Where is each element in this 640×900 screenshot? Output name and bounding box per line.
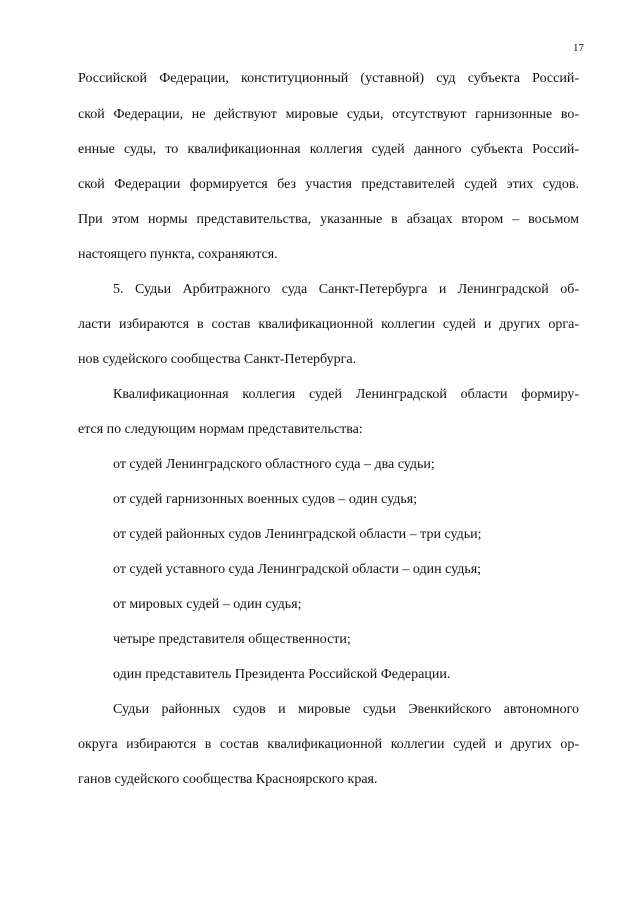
paragraph-4-line-2: округа избираются в состав квалификационной коллегии судей и других ор- — [78, 737, 579, 752]
paragraph-2-line-1: 5. Судьи Арбитражного суда Санкт-Петербурга и Ленинградской об- — [113, 282, 579, 297]
list-item-1: от судей Ленинградского областного суда – два судьи; — [113, 457, 435, 472]
paragraph-1-line-2: ской Федерации, не действуют мировые судьи, отсутствуют гарнизонные во- — [78, 107, 579, 122]
list-item-5: от мировых судей – один судья; — [113, 597, 302, 612]
paragraph-1-line-1: Российской Федерации, конституционный (уставной) суд субъекта Россий- — [78, 71, 579, 86]
list-item-2: от судей гарнизонных военных судов – один судья; — [113, 492, 418, 507]
paragraph-3-line-2: ется по следующим нормам представительства: — [78, 422, 363, 437]
page-number: 17 — [573, 42, 584, 54]
paragraph-1-line-3: енные суды, то квалификационная коллегия судей данного субъекта Россий- — [78, 142, 579, 157]
paragraph-1-line-6: настоящего пункта, сохраняются. — [78, 247, 278, 262]
paragraph-1-line-5: При этом нормы представительства, указанные в абзацах втором – восьмом — [78, 212, 579, 227]
paragraph-2-line-3: нов судейского сообщества Санкт-Петербурга. — [78, 352, 357, 367]
list-item-6: четыре представителя общественности; — [113, 632, 351, 647]
paragraph-1-line-4: ской Федерации формируется без участия представителей судей этих судов. — [78, 177, 579, 192]
list-item-7: один представитель Президента Российской Федерации. — [113, 667, 451, 682]
paragraph-3-line-1: Квалификационная коллегия судей Ленинградской области формиру- — [113, 387, 579, 402]
paragraph-4-line-1: Судьи районных судов и мировые судьи Эвенкийского автономного — [113, 702, 579, 717]
list-item-3: от судей районных судов Ленинградской области – три судьи; — [113, 527, 482, 542]
paragraph-4-line-3: ганов судейского сообщества Красноярского края. — [78, 772, 378, 787]
paragraph-2-line-2: ласти избираются в состав квалификационной коллегии судей и других орга- — [78, 317, 579, 332]
list-item-4: от судей уставного суда Ленинградской области – один судья; — [113, 562, 482, 577]
